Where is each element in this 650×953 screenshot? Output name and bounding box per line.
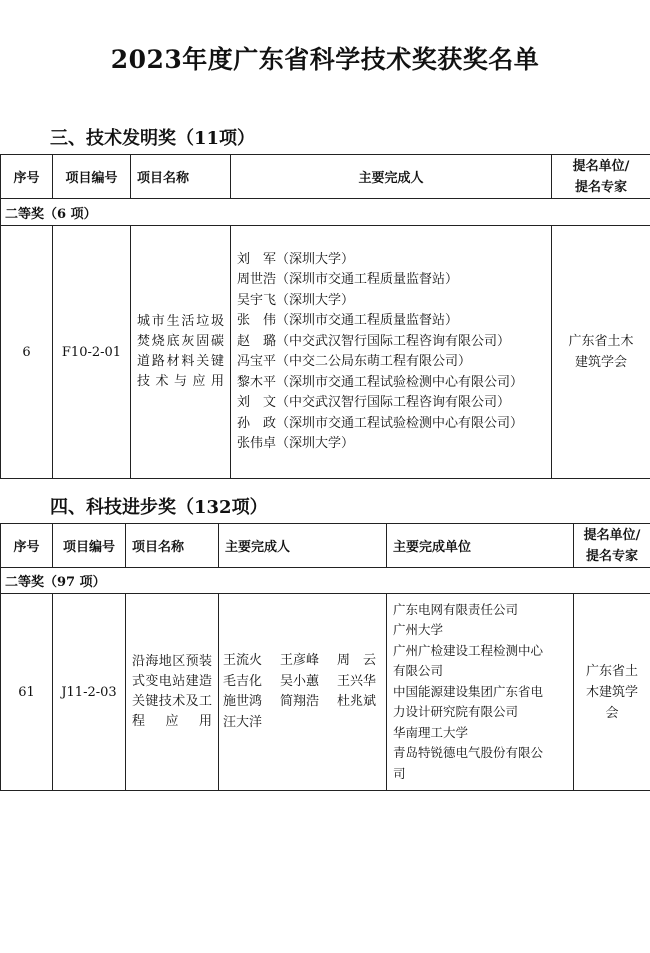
row-people [231, 226, 552, 479]
row-no: 6 [1, 226, 53, 479]
person-entry: 黎木平（深圳市交通工程试验检测中心有限公司） [237, 374, 524, 390]
nominator-line: 木建筑学 [585, 684, 638, 700]
section-heading-invention: 三、技术发明奖（11项） [50, 128, 256, 149]
nominator-line: 广东省土 [585, 663, 638, 679]
header-code: 项目编号 [53, 524, 126, 568]
nominator-line: 会 [605, 705, 619, 721]
header-nominator [552, 155, 650, 199]
unit-line: 司 [393, 765, 406, 781]
unit-line: 广州广检建设工程检测中心 [393, 642, 544, 658]
unit-line: 广州大学 [393, 622, 444, 638]
header-nominator-line1: 提名单位/ [572, 158, 630, 174]
person-entry: 刘 军（深圳大学） [237, 251, 355, 267]
table-row [1, 226, 650, 479]
invention-award-table [0, 154, 650, 479]
unit-line: 青岛特锐德电气股份有限公 [393, 745, 544, 761]
person-entry: 毛吉化 [223, 673, 263, 689]
table-row [1, 594, 650, 791]
table-header-row [1, 155, 650, 199]
header-name: 项目名称 [131, 155, 231, 199]
person-entry: 孙 政（深圳市交通工程试验检测中心有限公司） [237, 415, 524, 431]
header-no: 序号 [1, 524, 53, 568]
person-entry: 吴宇飞（深圳大学） [237, 292, 355, 308]
progress-award-table [0, 523, 650, 791]
unit-line: 广东电网有限责任公司 [393, 601, 519, 617]
person-entry: 张 伟（深圳市交通工程质量监督站） [237, 313, 459, 328]
person-entry: 王流火 [223, 653, 263, 668]
row-no: 61 [1, 594, 53, 791]
unit-line: 力设计研究院有限公司 [393, 704, 519, 720]
person-entry: 简翔浩 [280, 694, 320, 709]
header-code: 项目编号 [53, 155, 131, 199]
header-no: 序号 [1, 155, 53, 199]
person-entry: 刘 文（中交武汉智行国际工程咨询有限公司） [237, 395, 511, 410]
group-label: 二等奖（6 项） [1, 199, 650, 226]
section-heading-progress: 四、科技进步奖（132项） [50, 497, 268, 518]
header-nominator-line1: 提名单位/ [583, 527, 641, 543]
unit-line: 中国能源建设集团广东省电 [393, 683, 544, 699]
person-entry: 周世浩（深圳市交通工程质量监督站） [237, 272, 459, 287]
row-code: J11-2-03 [53, 594, 126, 791]
person-entry: 王兴华 [337, 673, 377, 689]
person-entry: 吴小蕙 [280, 673, 320, 689]
person-entry: 周 云 [337, 653, 377, 668]
header-name: 项目名称 [126, 524, 219, 568]
person-entry: 冯宝平（中交二公局东萌工程有限公司） [237, 354, 472, 369]
table-header-row [1, 524, 650, 568]
row-code: F10-2-01 [53, 226, 131, 479]
row-nominator [552, 226, 650, 479]
row-project-name: 沿海地区预装式变电站建造关键技术及工程应用 [126, 594, 219, 791]
header-nominator-line2: 提名专家 [585, 548, 638, 564]
person-entry: 张伟卓（深圳大学） [237, 436, 355, 451]
header-nominator [574, 524, 650, 568]
row-project-name: 城市生活垃圾焚烧底灰固碳道路材料关键技术与应用 [131, 226, 231, 479]
person-entry: 赵 璐（中交武汉智行国际工程咨询有限公司） [237, 333, 511, 349]
person-entry: 王彦峰 [280, 653, 320, 668]
page-title: 2023年度广东省科学技术奖获奖名单 [110, 45, 540, 74]
header-nominator-line2: 提名专家 [574, 179, 627, 195]
group-row [1, 199, 650, 226]
row-people [219, 594, 387, 791]
nominator-line: 建筑学会 [574, 355, 627, 370]
header-people: 主要完成人 [219, 524, 387, 568]
person-entry: 汪大洋 [223, 714, 263, 730]
person-entry: 杜兆斌 [337, 694, 377, 709]
person-entry: 施世鸿 [223, 694, 263, 709]
unit-line: 有限公司 [393, 663, 444, 679]
header-people: 主要完成人 [231, 155, 552, 199]
header-units: 主要完成单位 [387, 524, 574, 568]
row-nominator [574, 594, 650, 791]
group-label: 二等奖（97 项） [1, 568, 650, 594]
unit-line: 华南理工大学 [393, 724, 469, 740]
group-row [1, 568, 650, 594]
row-units [387, 594, 574, 791]
nominator-line: 广东省土木 [568, 334, 634, 349]
